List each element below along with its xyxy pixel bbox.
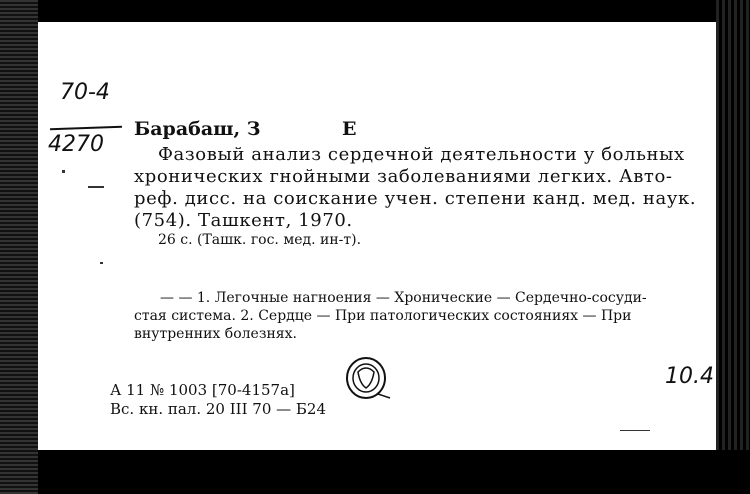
subjects-line-2: стая система. 2. Сердце — При патологических состояниях — При bbox=[134, 308, 632, 324]
scan-edge-top bbox=[38, 0, 750, 22]
footer-line-1: А 11 № 1003 [70-4157а] bbox=[110, 381, 295, 399]
scan-edge-left bbox=[0, 0, 38, 494]
scan-edge-right bbox=[716, 0, 750, 494]
title-line-3: реф. дисс. на соискание учен. степени канд. мед. наук. bbox=[134, 188, 697, 209]
library-stamp-icon bbox=[342, 354, 396, 404]
subjects-line-1: — — 1. Легочные нагноения — Хронические — Сердечно-сосуди- bbox=[160, 290, 647, 306]
scan-speck bbox=[62, 170, 65, 173]
footer-line-2: Вс. кн. пал. 20 III 70 — Б24 bbox=[110, 400, 327, 418]
subjects-line-3: внутренних болезнях. bbox=[134, 326, 297, 342]
author-name: Барабаш, З bbox=[134, 118, 261, 140]
scan-speck bbox=[620, 430, 650, 431]
scan-speck bbox=[100, 262, 103, 264]
shelfmark-top: 70-4 bbox=[60, 80, 110, 105]
title-line-2: хронических гнойными заболеваниями легких. Авто- bbox=[134, 166, 673, 187]
handwritten-number: 10.4 bbox=[665, 364, 714, 389]
scan-speck bbox=[88, 186, 104, 188]
title-line-4: (754). Ташкент, 1970. bbox=[134, 210, 353, 231]
scan-edge-bottom bbox=[38, 450, 750, 494]
pages-info: 26 с. (Ташк. гос. мед. ин-т). bbox=[158, 232, 362, 248]
shelfmark-bottom: 4270 bbox=[48, 132, 104, 157]
author-letter: Е bbox=[342, 118, 357, 140]
title-line-1: Фазовый анализ сердечной деятельности у больных bbox=[158, 144, 685, 165]
